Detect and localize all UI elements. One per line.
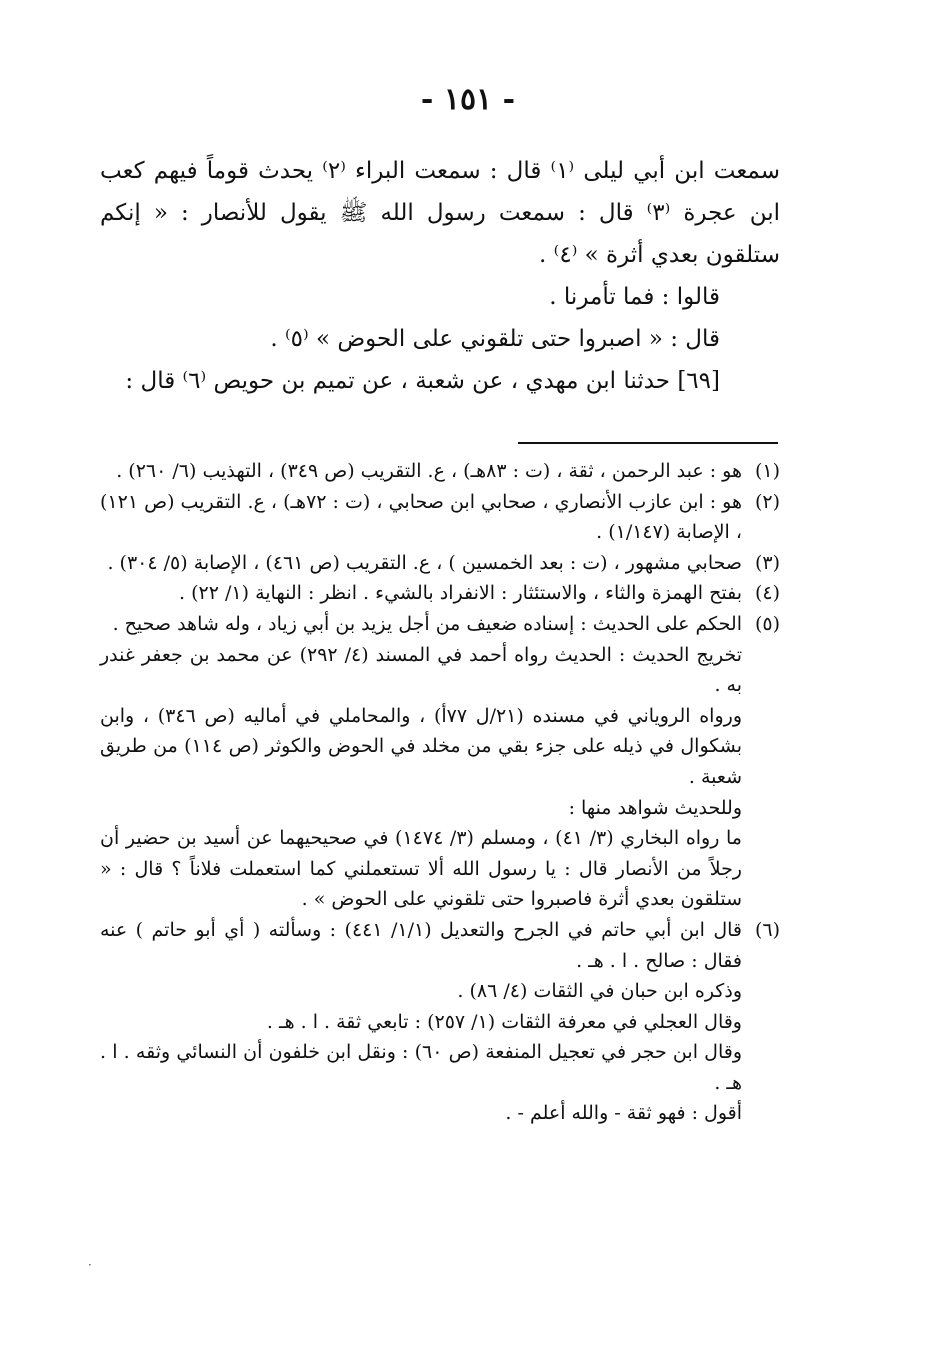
hadith-takhrij: تخريج الحديث : الحديث رواه أحمد في المسند (٤/ ٢٩٢) عن محمد بن جعفر غندر به .	[100, 643, 742, 697]
footnote-number: (٦)	[754, 918, 780, 941]
footnote-6	[100, 915, 780, 1129]
footnote-text: وقال ابن حجر في تعجيل المنفعة (ص ٦٠) : ونقل ابن خلفون أن النسائي وثقه . ا . هـ .	[100, 1041, 742, 1094]
footnote-text: وقال العجلي في معرفة الثقات (١/ ٢٥٧) : تابعي ثقة . ا . هـ .	[266, 1010, 742, 1033]
main-paragraph-1: سمعت ابن أبي ليلى ⁽١⁾ قال : سمعت البراء ⁽٢⁾ يحدث قوماً فيهم كعب ابن عجرة ⁽٣⁾ قال : سمعت رسول الله ﷺ يقول للأنصار : « إنكم ستلقون بعدي أثرة » ⁽٤⁾ .	[100, 158, 781, 268]
footnote-text: أقول : فهو ثقة - والله أعلم - .	[505, 1102, 742, 1125]
main-text	[100, 150, 780, 402]
footnote-number: (٢)	[754, 490, 780, 513]
footnote-3	[100, 548, 780, 579]
footnote-4	[100, 578, 780, 609]
footnote-number: (٥)	[754, 612, 780, 635]
footnote-text: بفتح الهمزة والثاء ، والاستئثار : الانفراد بالشيء . انظر : النهاية (١/ ٢٢) .	[179, 582, 742, 605]
footnote-text: صحابي مشهور ، (ت : بعد الخمسين ) ، ع. التقريب (ص ٤٦١) ، الإصابة (٥/ ٣٠٤) .	[107, 551, 742, 574]
footnote-number: (١)	[754, 460, 780, 482]
scan-speck: ·	[88, 1258, 92, 1272]
footnote-number: (٤)	[754, 582, 780, 605]
page-number: - ١٥١ -	[420, 82, 516, 117]
hadith-69-chain: [٦٩] حدثنا ابن مهدي ، عن شعبة ، عن تميم بن حويص ⁽٦⁾ قال :	[125, 368, 720, 394]
main-paragraph-2: قالوا : فما تأمرنا .	[549, 284, 720, 310]
footnote-5	[100, 609, 780, 915]
footnote-text: ما رواه البخاري (٣/ ٤١) ، ومسلم (٣/ ١٤٧٤) في صحيحيهما عن أسيد بن حضير أن رجلاً من الأنصار قال : يا رسول الله ألا تستعملني كما استعملت فلاناً ؟ قال : « ستلقون بعدي أثرة فاصبروا حتى تلقوني على الحوض » .	[100, 827, 742, 911]
main-paragraph-3: قال : « اصبروا حتى تلقوني على الحوض » ⁽٥⁾ .	[270, 326, 720, 352]
footnote-number: (٣)	[754, 551, 780, 574]
footnote-text: ورواه الروياني في مسنده (٢١/ل ٧٧أ) ، والمحاملي في أماليه (ص ٣٤٦) ، وابن بشكوال في ذيله على جزء بقي من مخلد في الحوض والكوثر (ص ١١٤) من طريق شعبة .	[100, 704, 742, 788]
footnote-1	[100, 456, 780, 487]
footnote-text: قال ابن أبي حاتم في الجرح والتعديل (١/١/ ٤٤١) : وسألته ( أي أبو حاتم ) عنه فقال : صالح . ا . هـ .	[100, 918, 743, 972]
footnote-text: هو : ابن عازب الأنصاري ، صحابي ابن صحابي ، (ت : ٧٢هـ) ، ع. التقريب (ص ١٢١) ، الإصابة (١/١٤٧) .	[100, 490, 742, 544]
footnotes	[100, 456, 780, 1129]
footnote-2	[100, 487, 780, 548]
footnote-text: وللحديث شواهد منها :	[568, 796, 742, 819]
hadith-ruling: الحكم على الحديث : إسناده ضعيف من أجل يزيد بن أبي زياد ، وله شاهد صحيح .	[112, 612, 742, 635]
footnote-separator	[518, 442, 778, 444]
footnote-text: هو : عبد الرحمن ، ثقة ، (ت : ٨٣هـ) ، ع. التقريب (ص ٣٤٩) ، التهذيب (٦/ ٢٦٠) .	[116, 460, 742, 482]
footnote-text: وذكره ابن حبان في الثقات (٤/ ٨٦) .	[457, 980, 742, 1003]
